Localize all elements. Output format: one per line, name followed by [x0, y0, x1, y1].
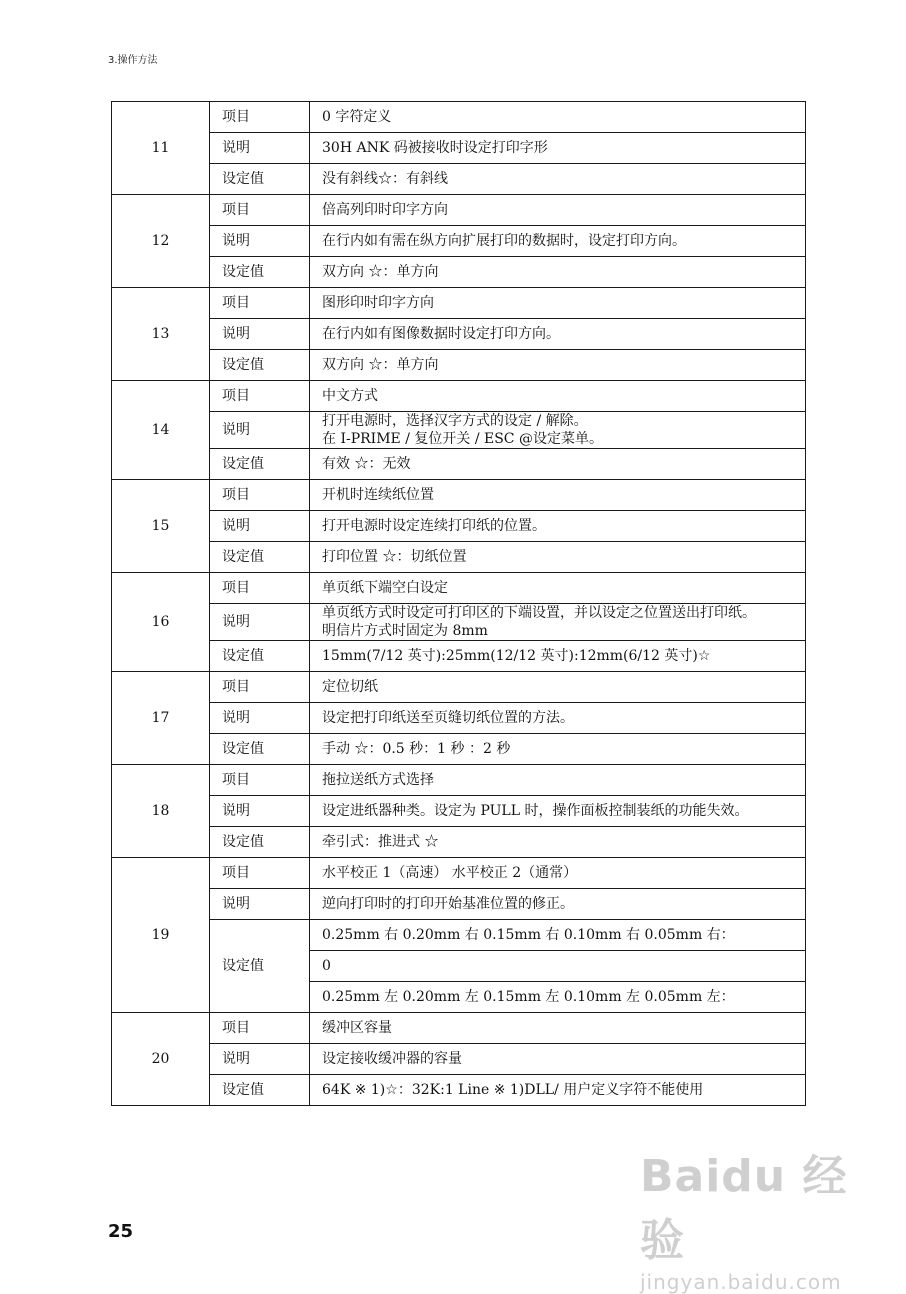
label-desc: 说明: [210, 226, 310, 257]
label-desc: 说明: [210, 703, 310, 734]
label-setting: 设定值: [210, 734, 310, 765]
label-item: 项目: [210, 1013, 310, 1044]
item-value: 水平校正 1（高速） 水平校正 2（通常）: [310, 858, 806, 889]
setting-value: 双方向 ☆：单方向: [310, 257, 806, 288]
table-row: [112, 604, 806, 641]
desc-value: [310, 1044, 806, 1075]
table-row: [112, 195, 806, 226]
table-row: [112, 1075, 806, 1106]
cell-line: 单页纸方式时设定可打印区的下端设置，并以设定之位置送出打印纸。: [322, 605, 756, 621]
item-value: 开机时连续纸位置: [310, 480, 806, 511]
setting-value: 牵引式：推进式 ☆: [310, 827, 806, 858]
cell-line: 30H ANK 码被接收时设定打印字形: [322, 140, 548, 156]
item-value: 缓冲区容量: [310, 1013, 806, 1044]
label-item: 项目: [210, 858, 310, 889]
label-setting: 设定值: [210, 164, 310, 195]
item-value: 拖拉送纸方式选择: [310, 765, 806, 796]
table-row: [112, 796, 806, 827]
label-item: 项目: [210, 573, 310, 604]
table-row: [112, 703, 806, 734]
label-desc: 说明: [210, 796, 310, 827]
table-row: [112, 734, 806, 765]
cell-line: 设定进纸器种类。设定为 PULL 时，操作面板控制装纸的功能失效。: [322, 803, 749, 819]
label-desc: 说明: [210, 319, 310, 350]
setting-value: 0: [310, 951, 806, 982]
setting-value: 有效 ☆：无效: [310, 449, 806, 480]
table-row: [112, 412, 806, 449]
setting-value: 双方向 ☆：单方向: [310, 350, 806, 381]
row-number: 13: [112, 288, 210, 381]
desc-value: [310, 319, 806, 350]
table-row: [112, 858, 806, 889]
cell-line: 在行内如有图像数据时设定打印方向。: [322, 326, 560, 342]
cell-line: 打开电源时设定连续打印纸的位置。: [322, 518, 546, 534]
label-item: 项目: [210, 672, 310, 703]
table-row: [112, 350, 806, 381]
table-row: [112, 765, 806, 796]
table-row: [112, 449, 806, 480]
cell-line: 设定把打印纸送至页缝切纸位置的方法。: [322, 710, 574, 726]
label-setting: 设定值: [210, 920, 310, 1013]
row-number: 19: [112, 858, 210, 1013]
watermark: [640, 1140, 870, 1294]
page-number: 25: [108, 1221, 134, 1242]
label-desc: 说明: [210, 511, 310, 542]
label-desc: 说明: [210, 412, 310, 449]
table-row: [112, 1013, 806, 1044]
label-setting: 设定值: [210, 449, 310, 480]
table-row: [112, 542, 806, 573]
desc-value: [310, 226, 806, 257]
label-setting: 设定值: [210, 641, 310, 672]
label-desc: 说明: [210, 133, 310, 164]
cell-line: 打开电源时，选择汉字方式的设定 / 解除。: [322, 413, 588, 429]
table-row: [112, 102, 806, 133]
table-row: [112, 133, 806, 164]
table-row: [112, 164, 806, 195]
setting-value: 打印位置 ☆：切纸位置: [310, 542, 806, 573]
row-number: 12: [112, 195, 210, 288]
cell-line: 在 I-PRIME / 复位开关 / ESC @设定菜单。: [322, 431, 603, 447]
table-row: [112, 641, 806, 672]
watermark-logo: Baidu 经验: [640, 1151, 848, 1266]
row-number: 15: [112, 480, 210, 573]
table-row: [112, 573, 806, 604]
row-number: 20: [112, 1013, 210, 1106]
row-number: 18: [112, 765, 210, 858]
row-number: 16: [112, 573, 210, 672]
item-value: 倍高列印时印字方向: [310, 195, 806, 226]
item-value: 定位切纸: [310, 672, 806, 703]
row-number: 11: [112, 102, 210, 195]
cell-line: 逆向打印时的打印开始基准位置的修正。: [322, 896, 574, 912]
desc-value: [310, 796, 806, 827]
label-item: 项目: [210, 765, 310, 796]
label-setting: 设定值: [210, 257, 310, 288]
setting-value: 手动 ☆：0.5 秒：1 秒 ：2 秒: [310, 734, 806, 765]
desc-value: [310, 703, 806, 734]
label-desc: 说明: [210, 604, 310, 641]
table-row: [112, 381, 806, 412]
table-row: [112, 889, 806, 920]
cell-line: 设定接收缓冲器的容量: [322, 1051, 462, 1067]
item-value: 0 字符定义: [310, 102, 806, 133]
label-desc: 说明: [210, 1044, 310, 1075]
desc-value: [310, 133, 806, 164]
table-row: [112, 288, 806, 319]
desc-value: [310, 889, 806, 920]
label-item: 项目: [210, 480, 310, 511]
row-number: 14: [112, 381, 210, 480]
table-row: [112, 827, 806, 858]
row-number: 17: [112, 672, 210, 765]
cell-line: 明信片方式时固定为 8mm: [322, 623, 488, 639]
table-row: [112, 480, 806, 511]
table-row: [112, 920, 806, 951]
table-row: [112, 511, 806, 542]
settings-table: [111, 101, 806, 1106]
label-setting: 设定值: [210, 1075, 310, 1106]
label-item: 项目: [210, 381, 310, 412]
label-setting: 设定值: [210, 350, 310, 381]
table-row: [112, 226, 806, 257]
table-row: [112, 257, 806, 288]
setting-value: 64K ※ 1)☆：32K:1 Line ※ 1)DLL/ 用户定义字符不能使用: [310, 1075, 806, 1106]
label-setting: 设定值: [210, 542, 310, 573]
item-value: 单页纸下端空白设定: [310, 573, 806, 604]
setting-value: 没有斜线☆：有斜线: [310, 164, 806, 195]
desc-value: [310, 604, 806, 641]
table-row: [112, 319, 806, 350]
item-value: 图形印时印字方向: [310, 288, 806, 319]
label-item: 项目: [210, 288, 310, 319]
label-item: 项目: [210, 102, 310, 133]
setting-value: 15mm(7/12 英寸):25mm(12/12 英寸):12mm(6/12 英寸)☆: [310, 641, 806, 672]
label-desc: 说明: [210, 889, 310, 920]
setting-value: 0.25mm 右 0.20mm 右 0.15mm 右 0.10mm 右 0.05mm 右：: [310, 920, 806, 951]
desc-value: [310, 511, 806, 542]
table-row: [112, 1044, 806, 1075]
desc-value: [310, 412, 806, 449]
label-item: 项目: [210, 195, 310, 226]
setting-value: 0.25mm 左 0.20mm 左 0.15mm 左 0.10mm 左 0.05mm 左：: [310, 982, 806, 1013]
item-value: 中文方式: [310, 381, 806, 412]
watermark-url: jingyan.baidu.com: [640, 1270, 842, 1294]
cell-line: 在行内如有需在纵方向扩展打印的数据时，设定打印方向。: [322, 233, 686, 249]
table-row: [112, 672, 806, 703]
label-setting: 设定值: [210, 827, 310, 858]
section-header: 3.操作方法: [108, 55, 158, 66]
